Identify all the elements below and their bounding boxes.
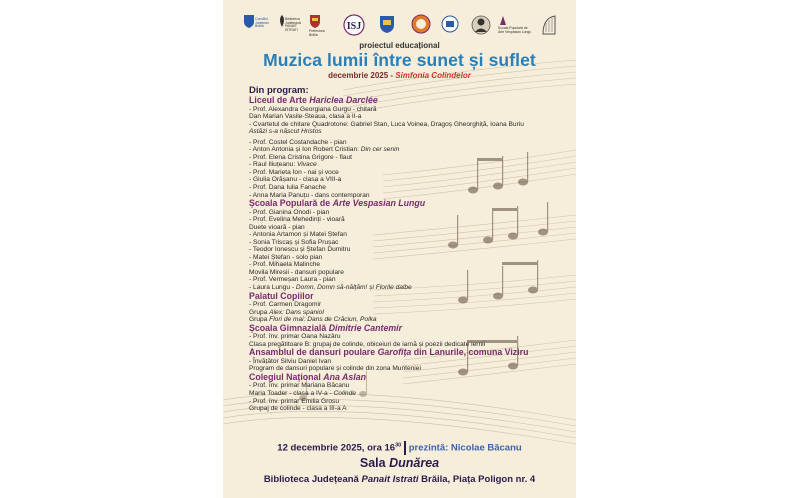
program-heading: Din program: bbox=[249, 85, 309, 96]
program-item bbox=[249, 405, 569, 413]
address-prefix: Biblioteca Județeană bbox=[263, 474, 362, 485]
program-item-text: - Teodor Ionescu și Ștefan Dumitru bbox=[249, 246, 351, 254]
svg-text:ISJ: ISJ bbox=[346, 21, 362, 32]
section-heading bbox=[249, 292, 569, 302]
program-item-text: - Prof. Dana Iulia Fanache bbox=[249, 183, 326, 191]
program-item bbox=[249, 161, 569, 169]
program-item-text: - Prof. Marieta Ion - nai și voce bbox=[249, 168, 339, 176]
program-item bbox=[249, 390, 569, 398]
program-item-title: Vivace bbox=[297, 161, 317, 169]
program-item-text: - Prof. Carmen Dragomir bbox=[249, 301, 322, 309]
program-item-text: - Prof. Vermeșan Laura - pian bbox=[249, 276, 336, 284]
section-heading bbox=[249, 199, 569, 209]
section-name-emphasis: Garofița bbox=[377, 347, 412, 358]
subtitle-separator: - bbox=[388, 71, 396, 80]
school-crest-2-logo bbox=[441, 14, 459, 42]
program-item-text: - Laura Lungu - bbox=[249, 284, 296, 292]
program-item bbox=[249, 154, 569, 162]
program-item bbox=[249, 231, 569, 239]
school-seal-logo bbox=[411, 14, 431, 42]
program-item-text: - Prof. Mihaela Malinche bbox=[249, 261, 321, 269]
council-logo: Consiliul Județean Brăila bbox=[243, 14, 269, 42]
program-item bbox=[249, 276, 569, 284]
program-item-text: Movila Miresii - dansuri populare bbox=[249, 268, 344, 276]
subtitle-date: decembrie 2025 bbox=[328, 71, 389, 80]
section-name-prefix: Colegiul Național bbox=[249, 371, 324, 382]
program-item bbox=[249, 176, 569, 184]
library-logo: Biblioteca Județeană PANAIT ISTRATI bbox=[277, 14, 305, 42]
prefecture-logo: Prefectura Brăila bbox=[309, 14, 331, 42]
poster-title: Muzica lumii între sunet și suflet bbox=[263, 50, 536, 70]
section-name-prefix: Școala Populară de bbox=[249, 198, 333, 209]
program-item-text: Grupa bbox=[249, 316, 270, 324]
school-crest-logo bbox=[378, 14, 396, 42]
event-address bbox=[223, 474, 576, 485]
program-item-text: - Prof. Elena Cristina Grigore - flaut bbox=[249, 153, 352, 161]
portrait-logo bbox=[471, 14, 491, 42]
event-hall bbox=[223, 456, 576, 470]
program-item-title: Alex: Dans spaniol bbox=[269, 308, 324, 316]
program-item-text: Clasa pregătitoare B: grupaj de colinde, obiceiuri de iarnă și poezii dedicate iernii bbox=[249, 340, 486, 348]
hall-name: Dunărea bbox=[389, 456, 440, 470]
program-item-text: - Giulia Orășanu - clasa a VIII-a bbox=[249, 176, 342, 184]
event-date: 12 decembrie 2025, ora 16 bbox=[277, 442, 396, 454]
poster-subtitle bbox=[223, 71, 576, 80]
program-item bbox=[249, 106, 569, 114]
program-item-text: - Matei Ștefan - solo pian bbox=[249, 253, 323, 261]
harp-logo bbox=[539, 14, 561, 42]
program-item-text: - Anton Antonia și Ion Robert Cristian: bbox=[249, 146, 361, 154]
program-item bbox=[249, 128, 569, 136]
subtitle-theme: Simfonia Colindelor bbox=[395, 71, 471, 80]
program-item-text: Grupa bbox=[249, 308, 270, 316]
program-item-text: - Prof. Gianina Onodi - pian bbox=[249, 208, 330, 216]
program-sections bbox=[249, 96, 569, 413]
program-item bbox=[249, 309, 569, 317]
program-item bbox=[249, 301, 569, 309]
program-item-text: Duete vioară - pian bbox=[249, 223, 305, 231]
program-item bbox=[249, 121, 569, 129]
section-name-prefix: Ansamblul de dansuri poulare bbox=[249, 347, 378, 358]
program-item-text: - Sonia Triscaș și Sofia Prușac bbox=[249, 238, 339, 246]
section-heading bbox=[249, 348, 569, 358]
program-item-text: - Cvartetul de chitare Quadrotone: Gabriel Stan, Luca Voinea, Dragoș Gheorghiță, Ioana Buriu bbox=[249, 120, 524, 128]
section-name-emphasis: Ana Aslan bbox=[323, 371, 366, 382]
section-heading bbox=[249, 324, 569, 334]
event-presenter: prezintă: Nicolae Băcanu bbox=[408, 442, 522, 454]
program-item bbox=[249, 224, 569, 232]
address-suffix: Brăila, Piața Poligon nr. 4 bbox=[418, 474, 536, 485]
section-name-prefix: Palatul Copiilor bbox=[249, 290, 314, 301]
program-item bbox=[249, 246, 569, 254]
program-item bbox=[249, 254, 569, 262]
event-date-line bbox=[223, 441, 576, 455]
program-item-title: Flori de mai: Dans de Crăciun, Polka bbox=[269, 316, 377, 324]
program-item-text: - Prof. înv. primar Emilia Grosu bbox=[249, 397, 340, 405]
program-item-text: Grupaj de colinde - clasa a III-a A bbox=[249, 405, 347, 413]
program-item bbox=[249, 139, 569, 147]
event-hour-minutes: 30 bbox=[395, 442, 402, 449]
program-item-title: Astăzi s-a născut Hristos bbox=[249, 128, 322, 136]
program-item-title: Din cer senin bbox=[360, 146, 400, 154]
program-item bbox=[249, 113, 569, 121]
program-item-text: Maria Toader - clasa a IV-a - bbox=[249, 389, 334, 397]
program-item-text: - Anna Maria Panuțu - dans contemporan bbox=[249, 191, 370, 199]
section-name-emphasis: Hariclea Darclée bbox=[309, 95, 378, 105]
program-item bbox=[249, 269, 569, 277]
program-item bbox=[249, 358, 569, 366]
section-name-emphasis: Dimitrie Cantemir bbox=[328, 322, 403, 333]
program-item-text: Program de dansuri populare și colinde din zona Munteniei bbox=[249, 365, 421, 373]
program-item bbox=[249, 398, 569, 406]
program-item bbox=[249, 184, 569, 192]
program-item-text: - Antonia Artamon și Matei Ștefan bbox=[249, 231, 347, 239]
project-label: proiectul educațional bbox=[359, 41, 440, 50]
program-item bbox=[249, 382, 569, 390]
program-item-title: Colinde bbox=[333, 389, 356, 397]
section-name-prefix: Liceul de Arte bbox=[249, 95, 310, 105]
section-name-prefix: Școala Gimnazială bbox=[249, 322, 329, 333]
program-item-text: - Învățător Silviu Daniel Ivan bbox=[249, 357, 332, 365]
program-item bbox=[249, 333, 569, 341]
program-item-title: Domn, Domn să-nălțăm! și Florile dalbe bbox=[295, 284, 412, 292]
poster bbox=[223, 0, 576, 498]
section-heading bbox=[249, 373, 569, 383]
program-item bbox=[249, 216, 569, 224]
hall-prefix: Sala bbox=[359, 456, 390, 470]
divider-bar bbox=[404, 441, 406, 455]
program-item-text: - Prof. Costel Costandache - pian bbox=[249, 138, 347, 146]
program-item-text: - Prof. înv. primar Oana Nazâru bbox=[249, 333, 341, 341]
program-item bbox=[249, 146, 569, 154]
section-name-suffix: din Lanurile, comuna Viziru bbox=[411, 347, 529, 358]
section-name-emphasis: Arte Vespasian Lungu bbox=[332, 198, 426, 209]
program-item-text: - Raul Iliuțeanu: bbox=[249, 161, 298, 169]
program-content bbox=[249, 86, 569, 413]
program-item bbox=[249, 169, 569, 177]
program-item-text: - Prof. Alexandra Georgiana Gurgu - chitară bbox=[249, 105, 377, 113]
program-item bbox=[249, 261, 569, 269]
address-name: Panait Istrati bbox=[361, 474, 419, 485]
folk-school-logo: Școala Populară de Arte Vespasian Lungu bbox=[498, 14, 532, 42]
program-item bbox=[249, 209, 569, 217]
isj-logo bbox=[341, 14, 367, 42]
program-item-text: - Prof. înv. primar Mariana Băcanu bbox=[249, 382, 350, 390]
program-item-text: Dan Marian Vasile-Steaua, clasa a II-a bbox=[249, 113, 362, 121]
program-item bbox=[249, 239, 569, 247]
program-item-text: - Prof. Evelina Mehedinți - vioară bbox=[249, 216, 345, 224]
section-heading bbox=[249, 96, 569, 106]
